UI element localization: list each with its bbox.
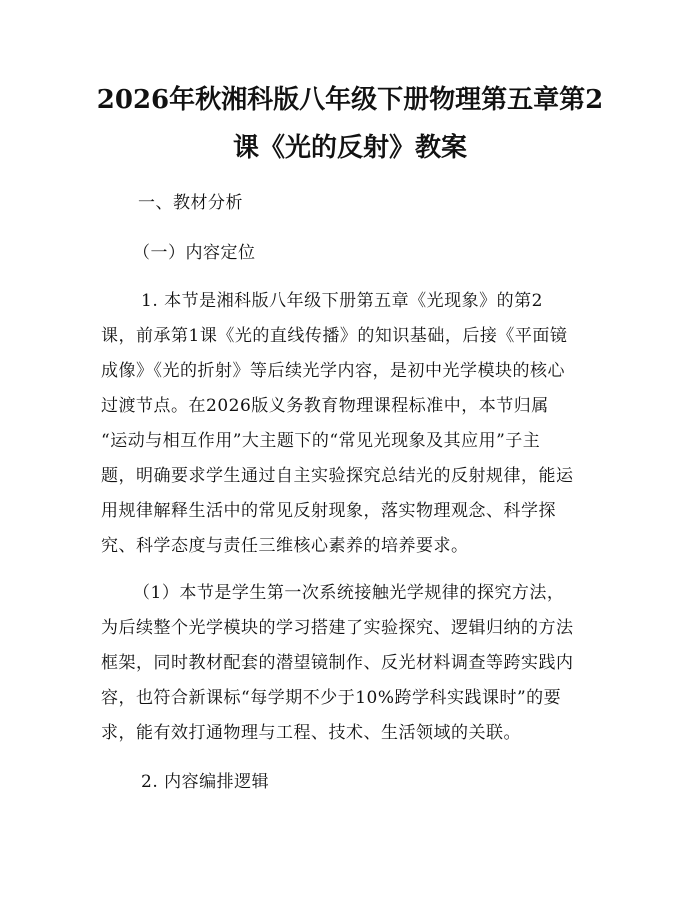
document-title-line-1: 2026年秋湘科版八年级下册物理第五章第2: [96, 85, 604, 115]
paragraph-2-line-4: 容，也符合新课标“每学期不少于10%跨学科实践课时”的要: [101, 688, 562, 708]
paragraph-1-line-6: 题，明确要求学生通过自主实验探究总结光的反射规律，能运: [101, 466, 574, 486]
section-heading-textbook-analysis: 一、教材分析: [138, 193, 243, 213]
paragraph-2-line-3: 框架，同时教材配套的潜望镜制作、反光材料调查等跨实践内: [101, 653, 574, 673]
paragraph-1-line-5: “运动与相互作用”大主题下的“常见光现象及其应用”子主: [101, 431, 541, 451]
item-heading-content-arrangement: 2. 内容编排逻辑: [141, 772, 270, 792]
paragraph-1-line-8: 究、科学态度与责任三维核心素养的培养要求。: [101, 536, 469, 556]
paragraph-1-line-4: 过渡节点。在2026版义务教育物理课程标准中，本节归属: [101, 396, 549, 416]
paragraph-2-line-1: （1）本节是学生第一次系统接触光学规律的探究方法，: [133, 583, 565, 603]
paragraph-1-line-3: 成像》《光的折射》等后续光学内容，是初中光学模块的核心: [101, 361, 565, 381]
paragraph-1-line-7: 用规律解释生活中的常见反射现象，落实物理观念、科学探: [101, 501, 556, 521]
paragraph-2-line-2: 为后续整个光学模块的学习搭建了实验探究、逻辑归纳的方法: [101, 618, 574, 638]
paragraph-2-line-5: 求，能有效打通物理与工程、技术、生活领域的关联。: [101, 723, 521, 743]
paragraph-1-line-1: 1. 本节是湘科版八年级下册第五章《光现象》的第2: [141, 291, 543, 311]
paragraph-1-line-2: 课，前承第1课《光的直线传播》的知识基础，后接《平面镜: [101, 326, 568, 346]
document-title-line-2: 课《光的反射》教案: [232, 133, 467, 163]
subsection-heading-content-positioning: （一）内容定位: [133, 243, 256, 263]
